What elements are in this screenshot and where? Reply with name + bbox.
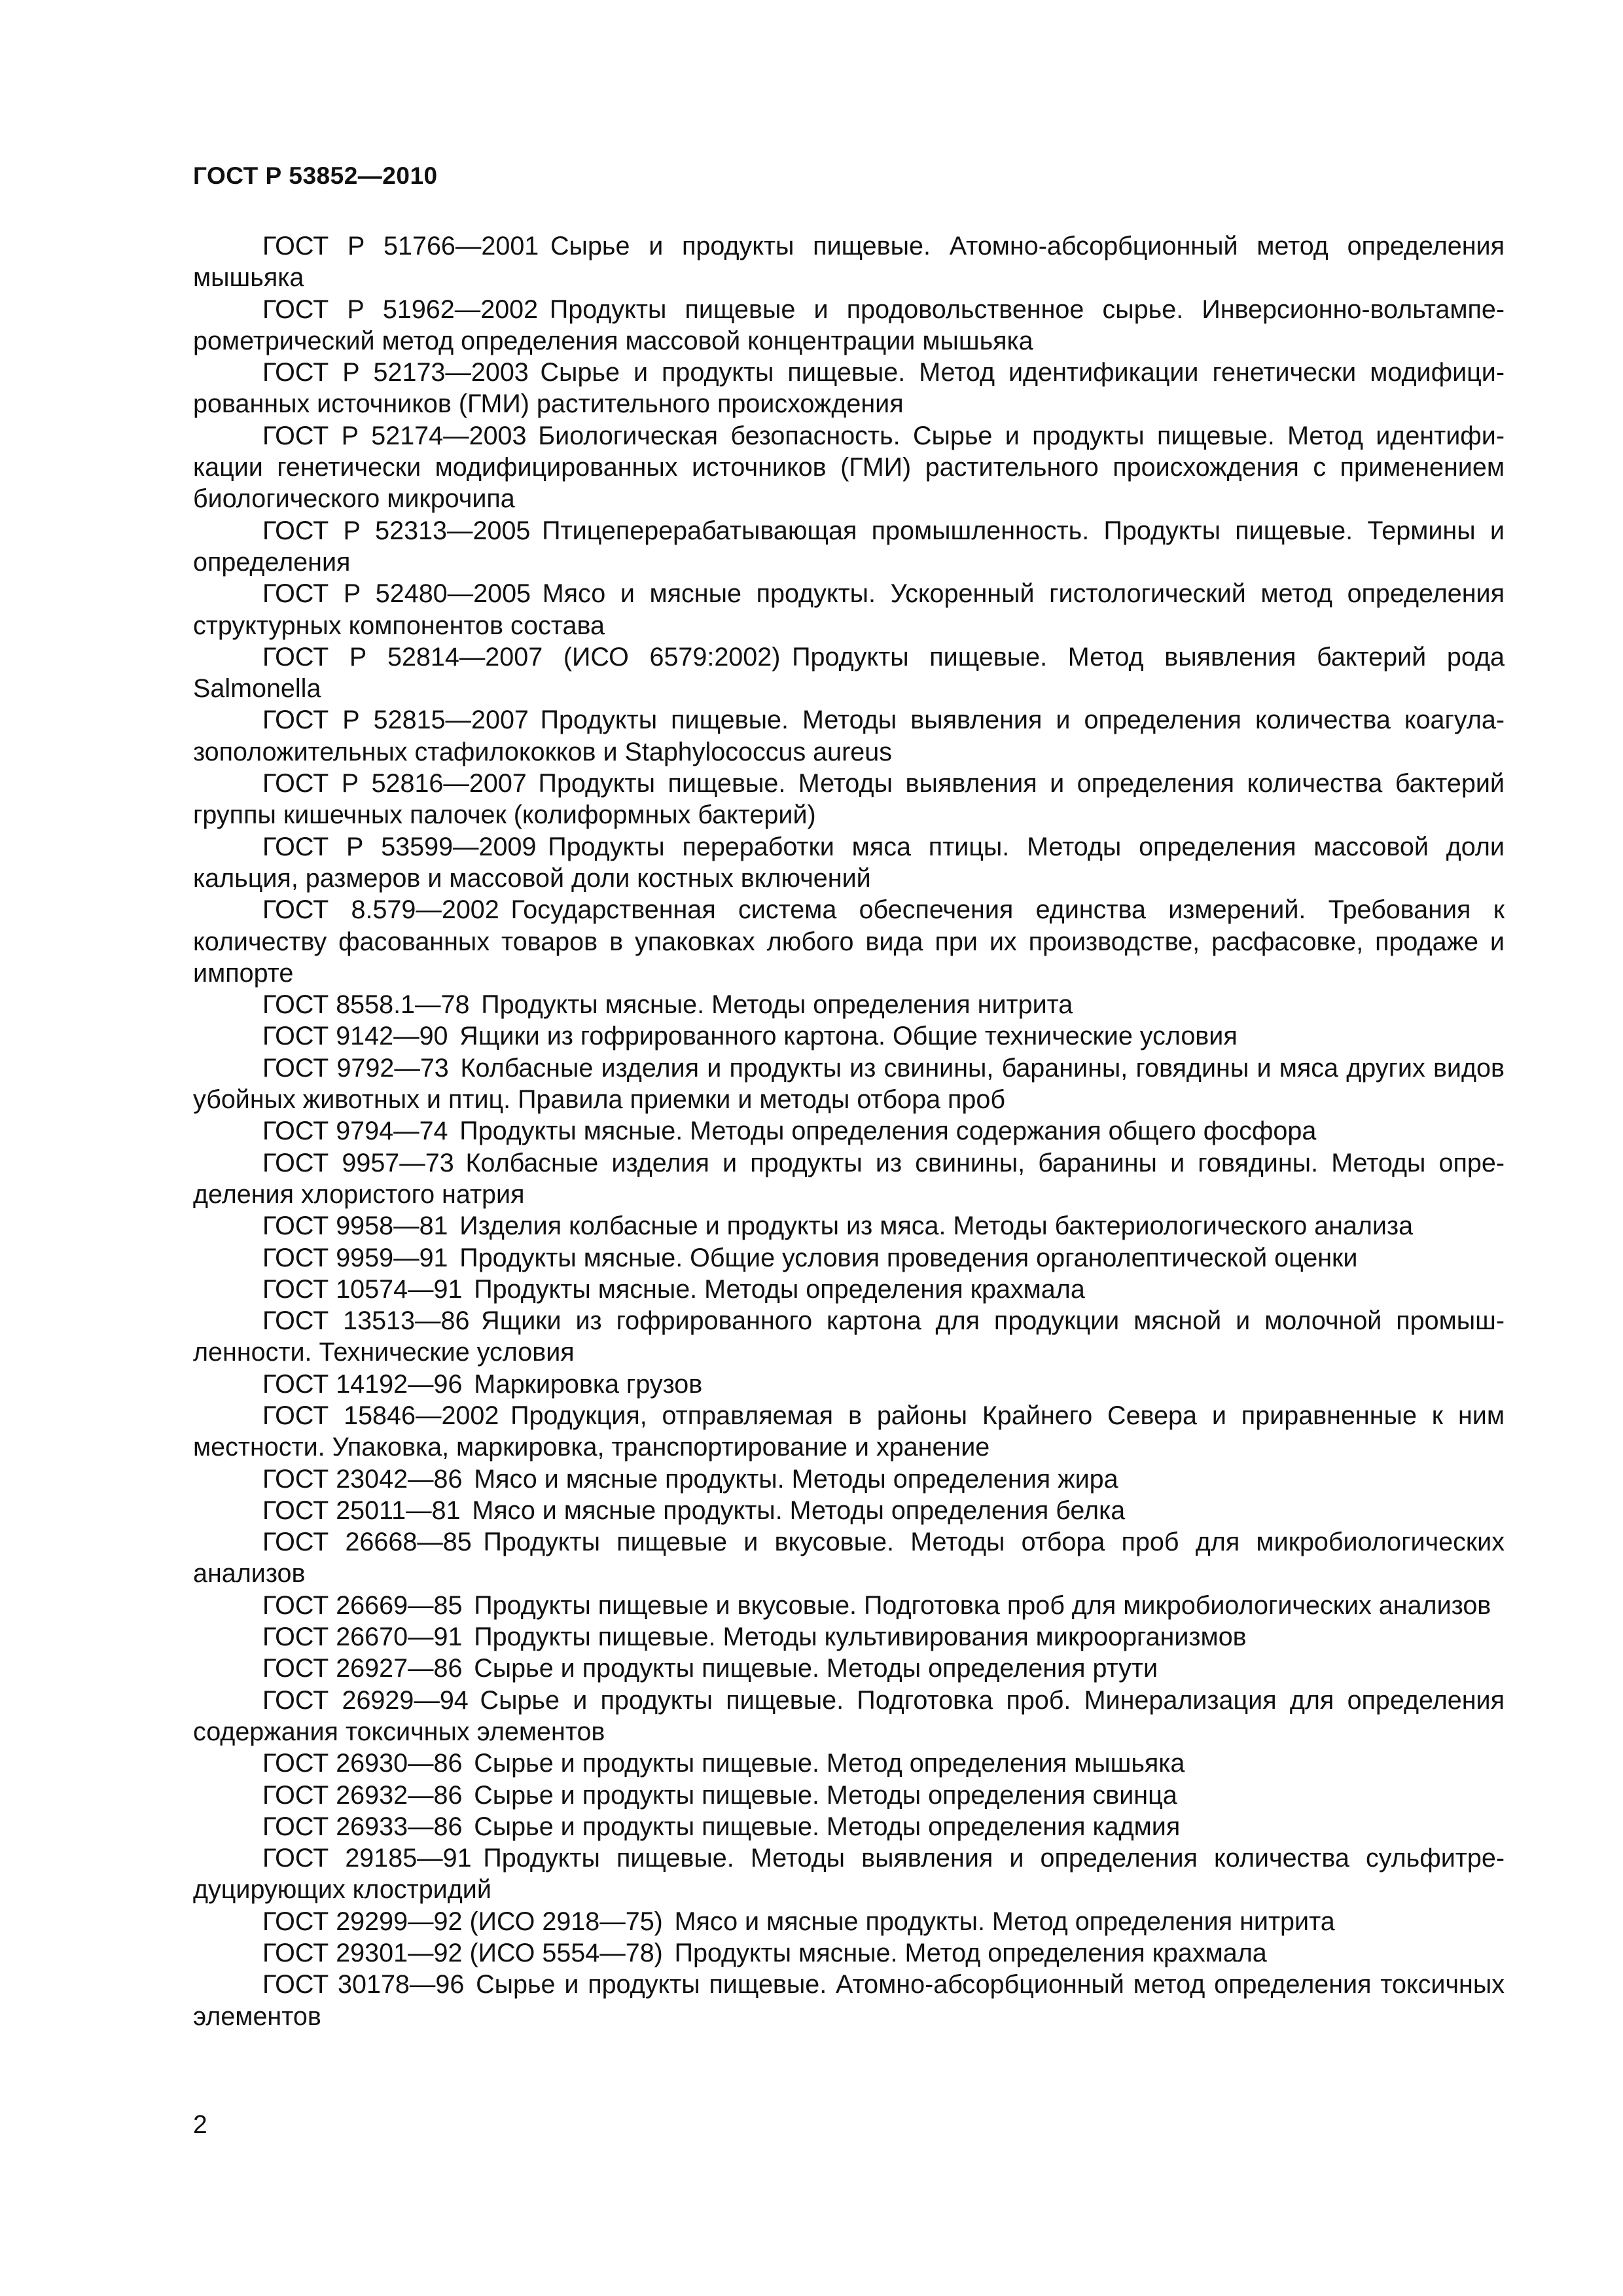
reference-code: ГОСТ 9794—74 (262, 1117, 448, 1146)
reference-title: Мясо и мясные продукты. Метод определения нитрита (674, 1907, 1335, 1936)
reference-code: ГОСТ 9957—73 (262, 1148, 454, 1177)
reference-item (193, 294, 1505, 357)
reference-title: Продукты переработки мяса птицы. Методы определения массовой доли кальция, размеров и массовой доли костных включений (193, 832, 1505, 893)
reference-item (193, 578, 1505, 641)
reference-code: ГОСТ Р 51962—2002 (262, 295, 539, 324)
reference-code: ГОСТ 9958—81 (262, 1211, 448, 1241)
reference-title: Продукты мясные. Методы определения содержания общего фосфора (459, 1117, 1317, 1146)
reference-item (193, 1590, 1505, 1621)
reference-code: ГОСТ Р 52480—2005 (262, 579, 531, 609)
reference-title: Сырье и продукты пищевые. Подготовка проб. Минерализация для определения содержания токсичных элементов (193, 1685, 1505, 1746)
reference-code: ГОСТ 26927—86 (262, 1654, 463, 1683)
reference-title: Продукты пищевые и продовольственное сырье. Инверсионно-вольтамперометрический метод определения массовой концентрации мышьяка (193, 295, 1505, 355)
reference-item (193, 768, 1505, 831)
reference-title: Мясо и мясные продукты. Методы определения белка (472, 1496, 1126, 1525)
reference-item (193, 894, 1505, 989)
reference-item (193, 1210, 1505, 1242)
reference-item (193, 1748, 1505, 1779)
reference-title: Продукты мясные. Методы определения нитрита (481, 990, 1073, 1020)
reference-title: Продукты пищевые и вкусовые. Методы отбора проб для микробиологических анализов (193, 1528, 1505, 1588)
reference-code: ГОСТ 9959—91 (262, 1243, 448, 1272)
reference-item (193, 989, 1505, 1020)
reference-title: Продукты мясные. Методы определения крахмала (474, 1274, 1085, 1304)
reference-title: Колбасные изделия и продукты из свинины, баранины и говядины. Методы определения хлористого натрия (193, 1148, 1505, 1209)
reference-title: Сырье и продукты пищевые. Атомно-абсорбционный метод определения мышьяка (193, 232, 1505, 293)
reference-item (193, 1242, 1505, 1274)
reference-title: Маркировка грузов (474, 1369, 703, 1399)
reference-title: Продукты пищевые. Методы выявления и определения количества сульфитредуцирующих клостридий (193, 1844, 1505, 1905)
reference-code: ГОСТ Р 52814—2007 (ИСО 6579:2002) (262, 642, 781, 672)
reference-title: Продукция, отправляемая в районы Крайнего Севера и приравненные к ним местности. Упаковка, маркировка, транспортирование и хранение (193, 1401, 1505, 1462)
reference-code: ГОСТ 30178—96 (262, 1970, 465, 2000)
reference-title: Продукты пищевые. Методы выявления и определения количества бактерий группы кишечных палочек (колиформных бактерий) (193, 769, 1505, 830)
reference-code: ГОСТ 9792—73 (262, 1053, 449, 1083)
reference-code: ГОСТ 8558.1—78 (262, 990, 470, 1020)
reference-code: ГОСТ 26668—85 (262, 1528, 472, 1557)
reference-item (193, 1937, 1505, 1969)
reference-code: ГОСТ Р 51766—2001 (262, 232, 539, 260)
reference-item (193, 1811, 1505, 1842)
reference-code: ГОСТ Р 52313—2005 (262, 516, 531, 545)
reference-title: Сырье и продукты пищевые. Методы определения кадмия (474, 1812, 1181, 1841)
reference-item (193, 1369, 1505, 1400)
reference-code: ГОСТ Р 53599—2009 (262, 832, 537, 861)
reference-code: ГОСТ 10574—91 (262, 1274, 463, 1304)
reference-code: ГОСТ 9142—90 (262, 1022, 448, 1051)
reference-item (193, 1463, 1505, 1495)
reference-code: ГОСТ 26932—86 (262, 1780, 463, 1810)
reference-code: ГОСТ 26670—91 (262, 1623, 463, 1652)
normative-references-list (193, 230, 1505, 2032)
reference-item (193, 1526, 1505, 1590)
reference-title: Биологическая безопасность. Сырье и продукты пищевые. Метод идентификации генетически модифицированных источников (ГМИ) растительного происхождения с применением биологического микрочипа (193, 421, 1505, 514)
reference-title: Продукты мясные. Метод определения крахмала (674, 1939, 1267, 1968)
reference-code: ГОСТ 14192—96 (262, 1369, 463, 1399)
reference-code: ГОСТ 29299—92 (ИСО 2918—75) (262, 1907, 663, 1936)
reference-item (193, 1020, 1505, 1052)
reference-item (193, 230, 1505, 294)
reference-item (193, 1621, 1505, 1653)
reference-code: ГОСТ Р 52174—2003 (262, 421, 527, 450)
reference-code: ГОСТ 29185—91 (262, 1844, 472, 1873)
reference-item (193, 1274, 1505, 1305)
reference-title: Изделия колбасные и продукты из мяса. Методы бактериологического анализа (459, 1211, 1414, 1241)
reference-item (193, 420, 1505, 515)
reference-item (193, 357, 1505, 420)
reference-item (193, 831, 1505, 895)
reference-item (193, 1906, 1505, 1937)
reference-item (193, 704, 1505, 768)
reference-title: Сырье и продукты пищевые. Методы определения ртути (474, 1654, 1158, 1683)
reference-title: Сырье и продукты пищевые. Метод идентификации генетически модифицированных источников (ГМИ) растительного происхождения (193, 358, 1505, 419)
reference-code: ГОСТ 15846—2002 (262, 1401, 499, 1430)
reference-item (193, 1842, 1505, 1906)
reference-item (193, 1400, 1505, 1463)
reference-title: Продукты пищевые. Метод выявления бактерий рода Salmonella (193, 642, 1505, 704)
reference-code: ГОСТ 8.579—2002 (262, 895, 499, 925)
reference-title: Продукты пищевые и вкусовые. Подготовка проб для микробиологических анализов (474, 1590, 1491, 1620)
reference-title: Колбасные изделия и продукты из свинины, баранины, говядины и мяса других видов убойных животных и птиц. Правила приемки и методы отбора проб (193, 1053, 1505, 1115)
reference-title: Продукты пищевые. Методы культивирования микроорганизмов (474, 1623, 1247, 1652)
reference-item (193, 1653, 1505, 1684)
reference-item (193, 1495, 1505, 1526)
reference-code: ГОСТ 26929—94 (262, 1685, 469, 1715)
reference-code: ГОСТ 23042—86 (262, 1464, 463, 1494)
reference-item (193, 1052, 1505, 1116)
reference-code: ГОСТ 29301—92 (ИСО 5554—78) (262, 1939, 663, 1968)
reference-item (193, 515, 1505, 579)
reference-code: ГОСТ Р 52816—2007 (262, 769, 527, 798)
reference-item (193, 1969, 1505, 2032)
reference-title: Сырье и продукты пищевые. Метод определения мышьяка (474, 1749, 1185, 1778)
reference-code: ГОСТ Р 52173—2003 (262, 358, 529, 387)
reference-title: Ящики из гофрированного картона. Общие технические условия (459, 1022, 1238, 1051)
document-code-header: ГОСТ Р 53852—2010 (193, 162, 438, 189)
reference-item (193, 1115, 1505, 1147)
reference-item (193, 1685, 1505, 1748)
reference-title: Продукты пищевые. Методы выявления и определения количества коагулазоположительных стафилококков и Staphylococcus aureus (193, 706, 1505, 766)
reference-code: ГОСТ 13513—86 (262, 1306, 470, 1336)
reference-title: Сырье и продукты пищевые. Методы определения свинца (474, 1780, 1177, 1810)
reference-title: Ящики из гофрированного картона для продукции мясной и молочной промышленности. Технические условия (193, 1306, 1505, 1367)
reference-code: ГОСТ 25011—81 (262, 1496, 461, 1525)
reference-title: Мясо и мясные продукты. Методы определения жира (474, 1464, 1118, 1494)
page-number: 2 (193, 2111, 207, 2139)
reference-title: Продукты мясные. Общие условия проведения органолептической оценки (459, 1243, 1358, 1272)
reference-title: Сырье и продукты пищевые. Атомно-абсорбционный метод определения токсичных элементов (193, 1970, 1505, 2031)
reference-item (193, 1780, 1505, 1811)
reference-code: ГОСТ Р 52815—2007 (262, 706, 529, 735)
reference-code: ГОСТ 26933—86 (262, 1812, 463, 1841)
reference-title: Государственная система обеспечения единства измерений. Требования к количеству фасованных товаров в упаковках любого вида при их производстве, расфасовке, продаже и импорте (193, 895, 1505, 988)
reference-item (193, 1305, 1505, 1369)
reference-item (193, 1147, 1505, 1211)
reference-title: Мясо и мясные продукты. Ускоренный гистологический метод определения структурных компонентов состава (193, 579, 1505, 640)
reference-code: ГОСТ 26669—85 (262, 1590, 463, 1620)
reference-code: ГОСТ 26930—86 (262, 1749, 463, 1778)
reference-title: Птицеперерабатывающая промышленность. Продукты пищевые. Термины и определения (193, 516, 1505, 577)
reference-item (193, 641, 1505, 705)
